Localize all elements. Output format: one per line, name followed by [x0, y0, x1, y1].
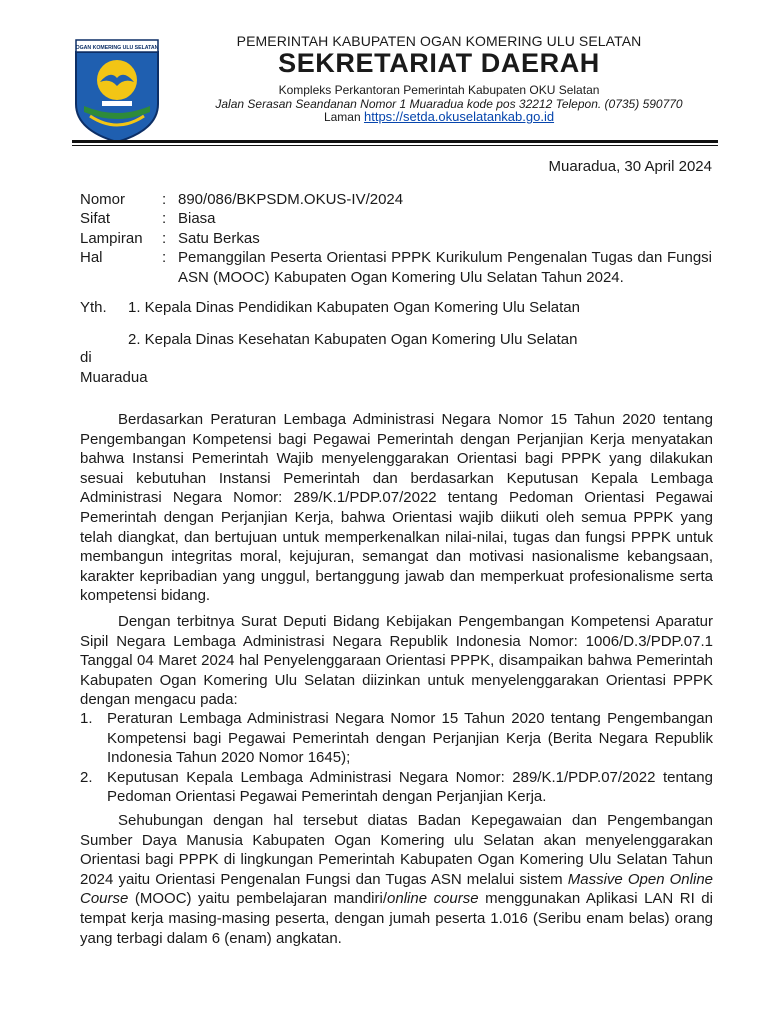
- list-number: 2.: [80, 768, 93, 786]
- list-text: Peraturan Lembaga Administrasi Negara Nomor 15 Tahun 2020 tentang Pengembangan Kompetensi bagi Pegawai Pemerintah dengan Perjanjian Kerja (Berita Negara Republik Indonesia Tahun 2020 Nomor 1645);: [107, 710, 713, 767]
- body-paragraph-3: [80, 811, 713, 948]
- office-title: SEKRETARIAT DAERAH: [278, 48, 600, 78]
- recipient-label: Yth.: [80, 299, 107, 316]
- regency-logo: [72, 38, 162, 144]
- meta-value: Pemanggilan Peserta Orientasi PPPK Kurikulum Pengenalan Tugas dan Fungsi ASN (MOOC) Kabupaten Ogan Komering Ulu Selatan Tahun 2024.: [178, 249, 712, 286]
- letter-meta: [80, 190, 712, 287]
- p3-part-b: (MOOC) yaitu pembelajaran mandiri/: [128, 890, 388, 908]
- meta-separator: :: [162, 249, 167, 267]
- recipient-row: [80, 298, 720, 318]
- address-line: Jalan Serasan Seandanan Nomor 1 Muaradua kode pos 32212 Telepon. (0735) 590770: [215, 97, 683, 111]
- body-paragraph-2: Dengan terbitnya Surat Deputi Bidang Kebijakan Pengembangan Kompetensi Aparatur Sipil Negara Lembaga Administrasi Negara Republik Indonesia Nomor: 1006/D.3/PDP.07.1 Tanggal 04 Maret 2024 hal Penyelenggaraan Orientasi PPPK, disampaikan bahwa Pemerintah Kabupaten Ogan Komering Ulu Selatan diizinkan untuk menyelenggarakan Orientasi PPPK dengan mengacu pada:: [80, 613, 713, 709]
- recipient-item: 1. Kepala Dinas Pendidikan Kabupaten Ogan Komering Ulu Selatan: [128, 299, 580, 316]
- meta-value: Satu Berkas: [178, 229, 260, 247]
- website-label: Laman: [323, 110, 361, 124]
- meta-row-hal: [80, 248, 712, 287]
- meta-key: Hal: [80, 249, 103, 267]
- list-text: Keputusan Kepala Lembaga Administrasi Negara Nomor: 289/K.1/PDP.07/2022 tentang Pedoman Orientasi Pegawai Pemerintah dengan Perjanjian Kerja.: [107, 768, 713, 806]
- recipient-place-block: [80, 348, 148, 388]
- meta-separator: :: [162, 210, 167, 228]
- p3-italic-online: online course: [387, 890, 479, 908]
- letterhead-rule-thin: [72, 145, 718, 146]
- recipient-item: 2. Kepala Dinas Kesehatan Kabupaten Ogan Komering Ulu Selatan: [128, 331, 578, 348]
- government-name: PEMERINTAH KABUPATEN OGAN KOMERING ULU SELATAN: [236, 33, 642, 49]
- list-item: [80, 768, 713, 807]
- meta-row-lampiran: [80, 229, 712, 248]
- letter-date: Muaradua, 30 April 2024: [548, 158, 712, 175]
- body-paragraph-1: Berdasarkan Peraturan Lembaga Administrasi Negara Nomor 15 Tahun 2020 tentang Pengembangan Kompetensi bagi Pegawai Pemerintah dengan Perjanjian Kerja menyatakan bahwa Instansi Pemerintah Wajib menyelenggarakan Orientasi bagi PPPK yang dilakukan sesuai kebutuhan Instansi Pemerintah dan berdasarkan Keputusan Kepala Lembaga Administrasi Negara Nomor: 289/K.1/PDP.07/2022 tentang Pedoman Orientasi Pegawai Pemerintah dengan Perjanjian Kerja, bahwa Orientasi wajib diikuti oleh semua PPPK yang telah diangkat, dan bertujuan untuk memperkenalkan nilai-nilai, tugas dan fungsi PPPK untuk membangun integritas moral, kejujuran, semangat dan motivasi nasionalisme kebangsaan, karakter kepribadian yang unggul, bertanggung jawab dan memperkuat profesionalisme serta kompetensi bidang.: [80, 411, 713, 605]
- letterhead-rule-thick: [72, 140, 718, 143]
- complex-line: Kompleks Perkantoran Pemerintah Kabupaten OKU Selatan: [278, 83, 600, 97]
- p3-part-c: menggunakan Aplikasi LAN RI di tempat kerja masing-masing peserta, dengan jumah peserta 1.016 (Seribu enam belas) orang yang terbagi dalam 6 (enam) angkatan.: [80, 890, 713, 947]
- meta-value: 890/086/BKPSDM.OKUS-IV/2024: [178, 191, 404, 208]
- meta-key: Nomor: [80, 191, 126, 208]
- logo-lettering: OGAN KOMERING ULU SELATAN: [75, 45, 159, 51]
- meta-key: Lampiran: [80, 229, 143, 247]
- p3-italic-mooc: Massive Open Online Course: [80, 870, 713, 908]
- meta-value: Biasa: [178, 210, 216, 228]
- meta-row-nomor: [80, 190, 712, 209]
- meta-row-sifat: [80, 209, 712, 228]
- recipient-row: [80, 330, 720, 350]
- recipient-di: di: [80, 349, 92, 366]
- recipients-block: [80, 298, 720, 350]
- p3-part-a: Sehubungan dengan hal tersebut diatas Badan Kepegawaian dan Pengembangan Sumber Daya Manusia Kabupaten Ogan Komering ulu Selatan akan menyelenggarakan Orientasi bagi PPPK di lingkungan Pemerintah Kabupaten Ogan Komering Ulu Selatan Tahun 2024 yaitu Orientasi Pengenalan Fungsi dan Tugas ASN melalui sistem: [80, 812, 713, 888]
- meta-separator: :: [162, 229, 167, 247]
- meta-separator: :: [162, 191, 167, 208]
- website-link[interactable]: https://setda.okuselatankab.go.id: [363, 109, 555, 124]
- website-line: [165, 110, 713, 124]
- meta-key: Sifat: [80, 210, 111, 228]
- recipient-place: Muaradua: [80, 369, 148, 386]
- list-number: 1.: [80, 710, 93, 727]
- reference-list: [80, 709, 713, 807]
- list-item: [80, 709, 713, 768]
